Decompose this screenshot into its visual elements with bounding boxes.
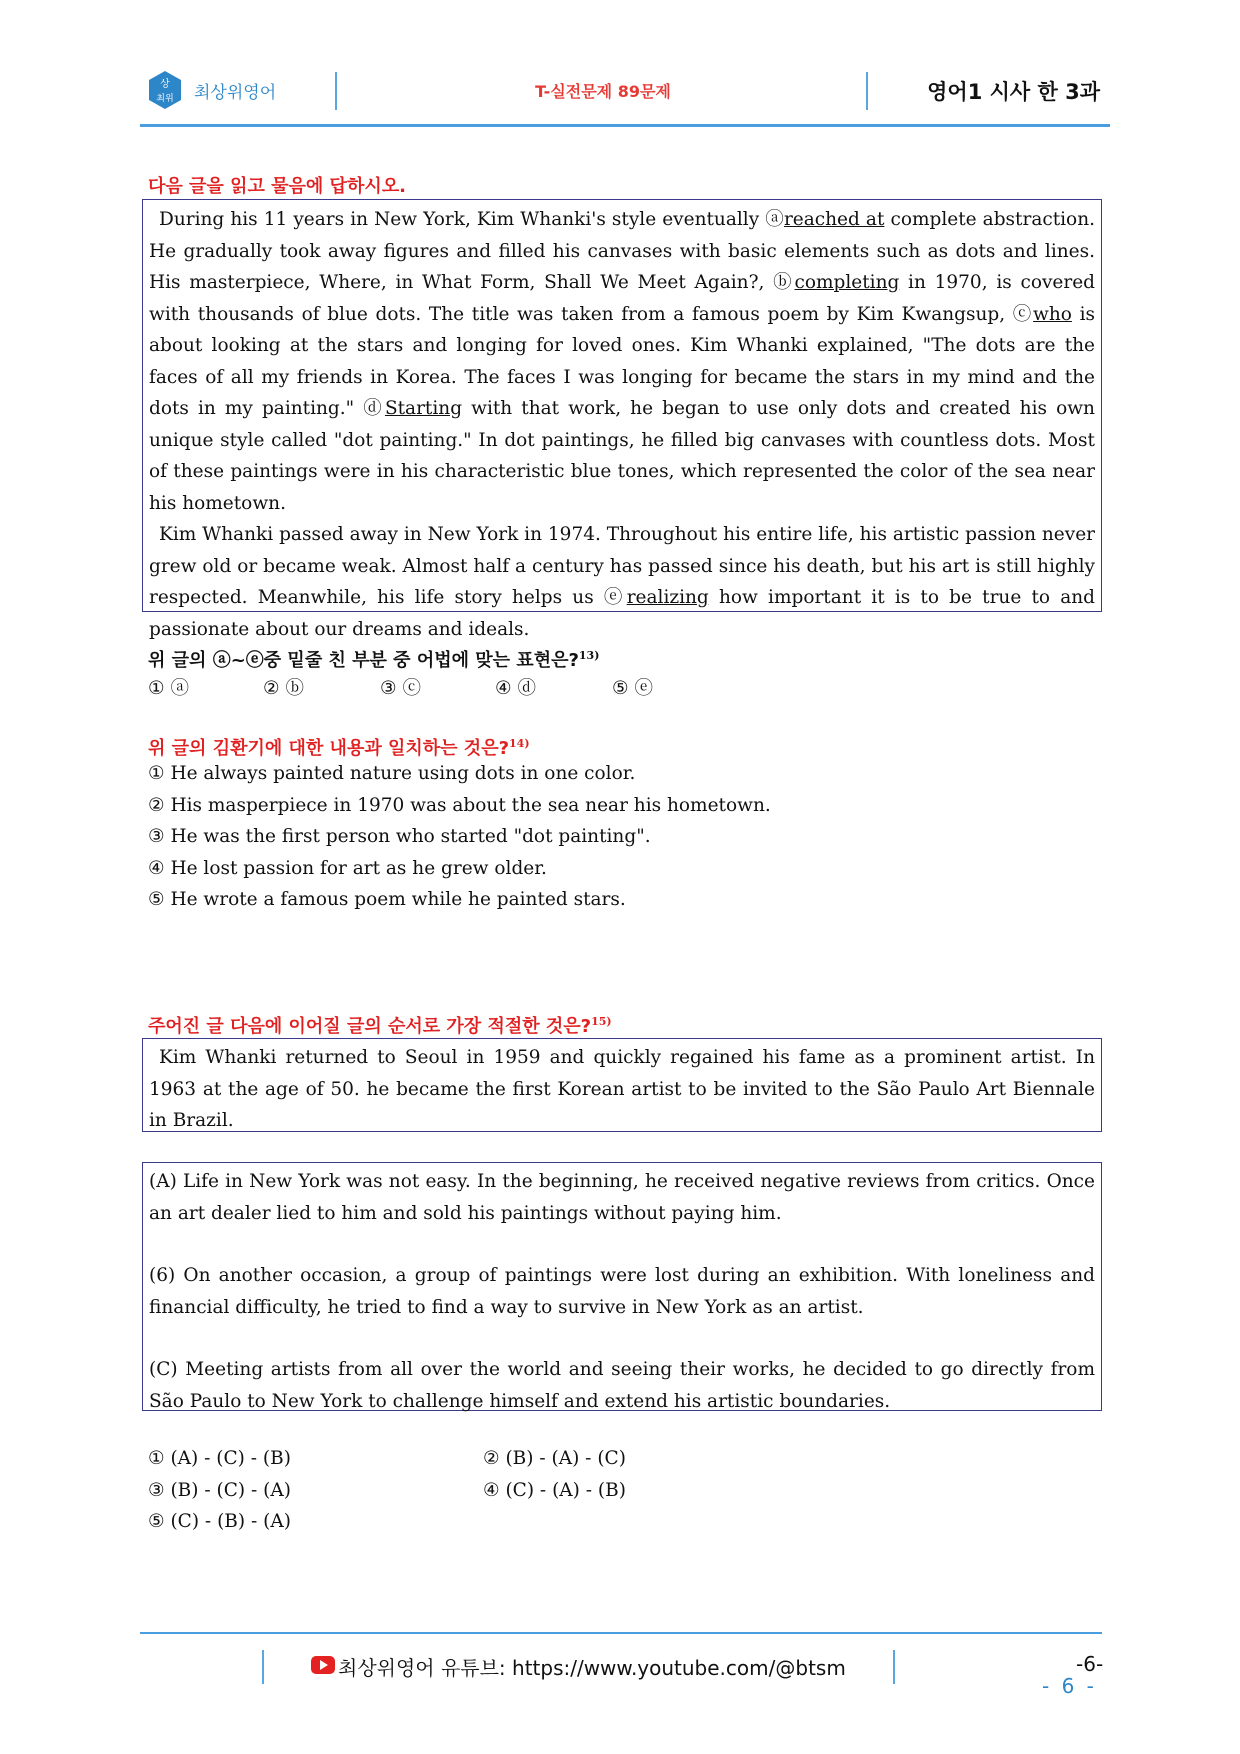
question-14-title: 위 글의 김환기에 대한 내용과 일치하는 것은?$^{14)}$ (148, 737, 530, 759)
given-text-box (142, 1038, 1102, 1132)
question-15-title: 주어진 글 다음에 이어질 글의 순서로 가장 적절한 것은?$^{15)}$ (148, 1015, 612, 1037)
passage-box (142, 199, 1102, 640)
passage-instruction: 다음 글을 읽고 물음에 답하시오. (148, 176, 406, 197)
svg-text:최위: 최위 (156, 94, 174, 104)
header-rule (140, 124, 1110, 127)
option[interactable]: ④ ⓓ (495, 678, 536, 699)
question-14-options (148, 758, 771, 916)
option[interactable]: ① (A) - (C) - (B) (148, 1448, 291, 1469)
paragraph-b: (6) On another occasion, a group of paintings were lost during an exhibition. With loneliness and financial difficulty, he tried to find a way to survive in New York as an artist. (149, 1265, 1095, 1318)
underlined-c: who (1033, 303, 1072, 325)
header-center-title: T-실전문제 89문제 (535, 82, 671, 101)
footer-link[interactable]: 최상위영어 유튜브: https://www.youtube.com/@btsm (338, 1656, 846, 1680)
option[interactable]: ② His masperpiece in 1970 was about the sea near his hometown. (148, 794, 771, 816)
option[interactable]: ⑤ He wrote a famous poem while he painted stars. (148, 889, 626, 910)
header-right-title: 영어1 시사 한 3과 (927, 80, 1100, 104)
page-number-secondary: - 6 - (1042, 1674, 1097, 1698)
underlined-a: reached at (783, 209, 885, 230)
option[interactable]: ① He always painted nature using dots in one color. (148, 763, 636, 784)
paragraph-c: (C) Meeting artists from all over the world and seeing their works, he decided to go directly from São Paulo to New York to challenge himself and extend his artistic boundaries. (149, 1359, 1095, 1412)
option[interactable]: ⑤ ⓔ (612, 678, 653, 699)
svg-text:상: 상 (160, 79, 170, 90)
option[interactable]: ③ (B) - (C) - (A) (148, 1479, 291, 1501)
option[interactable]: ⑤ (C) - (B) - (A) (148, 1511, 291, 1532)
underlined-d: Starting (384, 398, 463, 419)
option[interactable]: ① ⓐ (148, 678, 189, 699)
option[interactable]: ④ He lost passion for art as he grew older. (148, 857, 547, 879)
ordering-box (142, 1162, 1102, 1411)
option[interactable]: ③ He was the first person who started "dot painting". (148, 826, 651, 847)
brand-name: 최상위영어 (194, 83, 277, 103)
youtube-icon (311, 1656, 335, 1674)
footer-divider (893, 1650, 895, 1684)
question-15-options (148, 1443, 626, 1538)
passage-paragraph-2: Kim Whanki passed away in New York in 1974. Throughout his entire life, his artistic passion never grew old or became weak. Almost half a century has passed since his death, but his art is still highly respected. Meanwhile, his life story helps us ⓔrealizing how important it is to be true to and passionate about our dreams and ideals. (149, 524, 1095, 640)
passage-paragraph-1: During his 11 years in New York, Kim Whanki's style eventually ⓐreached at complete abstraction. He gradually took away figures and filled his canvases with basic elements such as dots and lines. His masterpiece, Where, in What Form, Shall We Meet Again?, ⓑcompleting in 1970, is covered with thousands of blue dots. The title was taken from a famous poem by Kim Kwangsup, ⓒwho is about looking at the stars and longing for loved ones. Kim Whanki explained, "The dots are the faces of all my friends in Korea. The faces I was longing for became the stars in my mind and the dots in my painting." ⓓStarting with that work, he began to use only dots and created his own unique style called "dot painting." In dot paintings, he filled big canvases with countless dots. Most of these paintings were in his characteristic blue tones, which represented the color of the sea near his hometown. (149, 209, 1095, 514)
logo-icon (148, 70, 182, 110)
option[interactable]: ③ ⓒ (380, 678, 421, 699)
question-13-options (148, 674, 653, 700)
given-text: Kim Whanki returned to Seoul in 1959 and quickly regained his fame as a prominent artist. In 1963 at the age of 50. he became the first Korean artist to be invited to the São Paulo Art Biennale in Brazil. (149, 1047, 1095, 1131)
underlined-b: completing (794, 272, 900, 293)
option[interactable]: ② ⓑ (263, 678, 304, 699)
question-13-title: 위 글의 ⓐ~ⓔ중 밑줄 친 부분 중 어법에 맞는 표현은?$^{13)}$ (148, 649, 600, 671)
option[interactable]: ② (B) - (A) - (C) (483, 1448, 626, 1469)
underlined-e: realizing (626, 587, 709, 608)
footer-rule (140, 1632, 1102, 1634)
header-divider (866, 72, 868, 110)
option[interactable]: ④ (C) - (A) - (B) (483, 1479, 626, 1501)
page-number: -6- (1076, 1652, 1104, 1676)
footer-divider (262, 1650, 264, 1684)
paragraph-a: (A) Life in New York was not easy. In the beginning, he received negative reviews from critics. Once an art dealer lied to him and sold his paintings without paying him. (149, 1171, 1095, 1224)
page-header (140, 64, 1110, 126)
header-divider (335, 72, 337, 110)
